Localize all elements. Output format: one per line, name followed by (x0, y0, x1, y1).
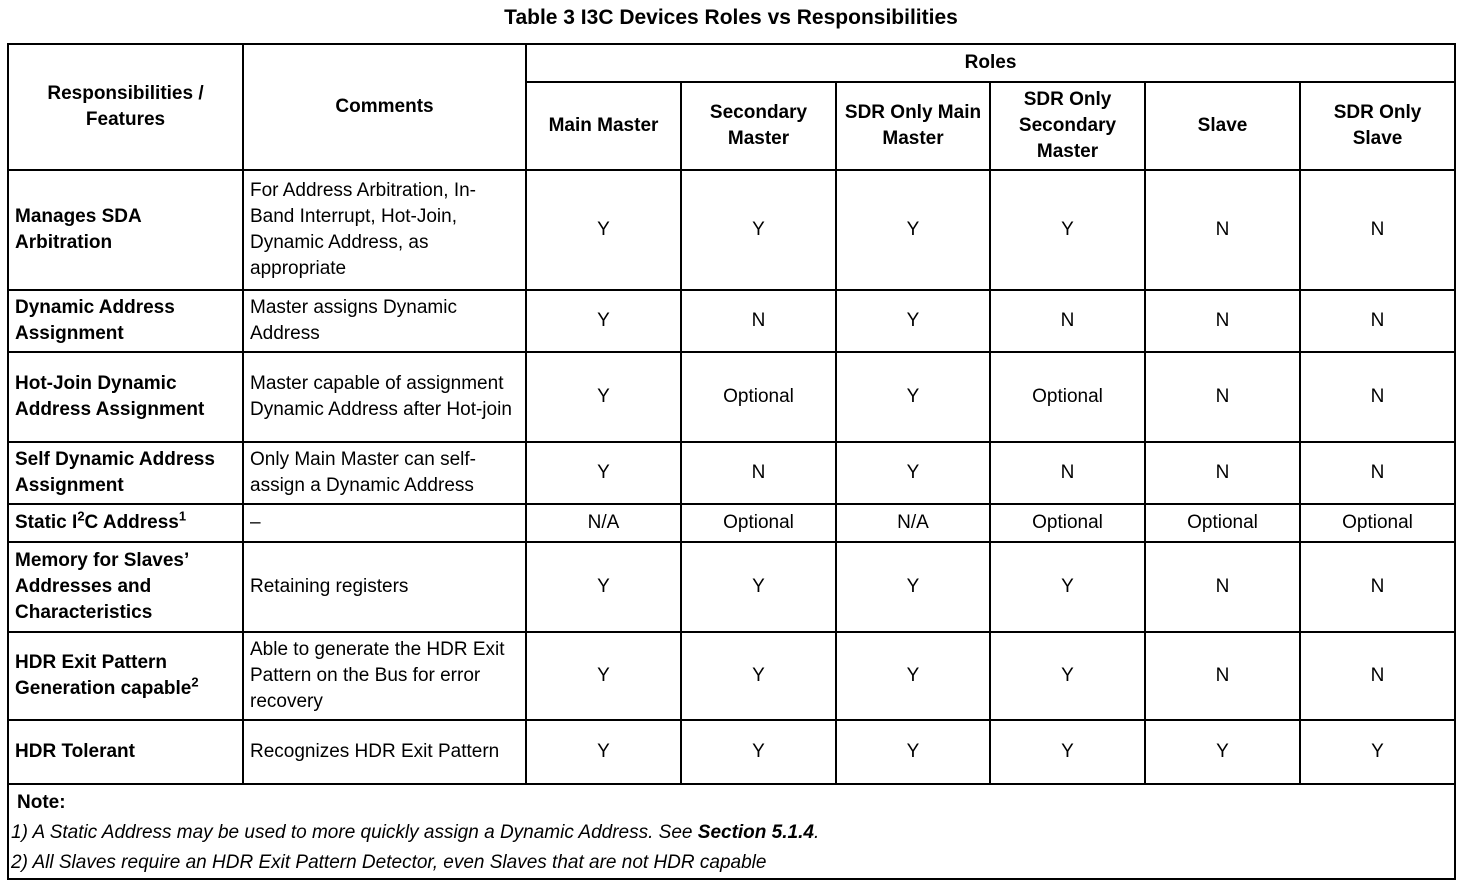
feature-cell: Static $I^2C$ Address$^1$ (8, 504, 243, 542)
header-role: Slave (1145, 82, 1300, 170)
value-cell: Y (836, 632, 990, 720)
comment-cell: Able to generate the HDR Exit Pattern on the Bus for error recovery (243, 632, 526, 720)
feature-cell: Dynamic Address Assignment (8, 290, 243, 352)
comment-cell: Retaining registers (243, 542, 526, 632)
value-cell: Y (681, 632, 836, 720)
table-row (8, 632, 1455, 720)
table-row (8, 504, 1455, 542)
table-row (8, 170, 1455, 290)
value-cell: Y (1300, 720, 1455, 784)
value-cell: N (681, 442, 836, 504)
header-features: Responsibilities / Features (8, 44, 243, 170)
value-cell: Y (681, 170, 836, 290)
value-cell: Y (526, 632, 681, 720)
value-cell: N (1145, 170, 1300, 290)
value-cell: Y (526, 352, 681, 442)
table-caption: Table 3 I3C Devices Roles vs Responsibilities (504, 6, 958, 29)
value-cell: Optional (1300, 504, 1455, 542)
header-role: SDR Only Main Master (836, 82, 990, 170)
feature-cell: HDR Tolerant (8, 720, 243, 784)
value-cell: Y (1145, 720, 1300, 784)
value-cell: Y (990, 170, 1145, 290)
comment-cell: Recognizes HDR Exit Pattern (243, 720, 526, 784)
feature-cell: Memory for Slaves’ Addresses and Characteristics (8, 542, 243, 632)
value-cell: Y (836, 542, 990, 632)
value-cell: N (1145, 290, 1300, 352)
value-cell: Optional (990, 504, 1145, 542)
value-cell: Y (990, 632, 1145, 720)
comment-cell: – (243, 504, 526, 542)
comment-cell: Only Main Master can self-assign a Dynamic Address (243, 442, 526, 504)
header-role: Main Master (526, 82, 681, 170)
header-comments: Comments (243, 44, 526, 170)
value-cell: Y (836, 442, 990, 504)
header-role: SDR Only Slave (1300, 82, 1455, 170)
value-cell: Y (836, 290, 990, 352)
note-1: 1) A Static Address may be used to more quickly assign a Dynamic Address. See Section 5.1.4. (11, 822, 820, 843)
value-cell: Y (681, 542, 836, 632)
value-cell: Y (990, 542, 1145, 632)
header-role: SDR Only Secondary Master (990, 82, 1145, 170)
value-cell: Optional (681, 352, 836, 442)
value-cell: Y (526, 442, 681, 504)
roles-table (7, 43, 1456, 880)
header-row-1 (8, 44, 1455, 82)
value-cell: Y (681, 720, 836, 784)
note-title: Note: (17, 792, 66, 813)
notes-cell (8, 784, 1455, 879)
note-2: 2) All Slaves require an HDR Exit Pattern Detector, even Slaves that are not HDR capable (11, 852, 767, 873)
comment-cell: For Address Arbitration, In-Band Interrupt, Hot-Join, Dynamic Address, as appropriate (243, 170, 526, 290)
table-row (8, 442, 1455, 504)
value-cell: Optional (1145, 504, 1300, 542)
value-cell: N (1145, 352, 1300, 442)
feature-cell: Manages SDA Arbitration (8, 170, 243, 290)
value-cell: Y (526, 720, 681, 784)
value-cell: N (990, 290, 1145, 352)
value-cell: N (1300, 632, 1455, 720)
value-cell: N (1300, 290, 1455, 352)
value-cell: Y (526, 542, 681, 632)
value-cell: Y (836, 352, 990, 442)
value-cell: N (1145, 542, 1300, 632)
value-cell: N (1145, 442, 1300, 504)
notes-row (8, 784, 1455, 879)
value-cell: N (990, 442, 1145, 504)
table-row (8, 290, 1455, 352)
value-cell: Optional (990, 352, 1145, 442)
value-cell: Y (836, 720, 990, 784)
feature-cell: Self Dynamic Address Assignment (8, 442, 243, 504)
value-cell: Y (990, 720, 1145, 784)
feature-cell: HDR Exit Pattern Generation capable$^2$ (8, 632, 243, 720)
value-cell: N/A (526, 504, 681, 542)
table-row (8, 720, 1455, 784)
value-cell: N (1300, 352, 1455, 442)
value-cell: Optional (681, 504, 836, 542)
table-row (8, 352, 1455, 442)
value-cell: Y (526, 170, 681, 290)
header-role: Secondary Master (681, 82, 836, 170)
feature-cell: Hot-Join Dynamic Address Assignment (8, 352, 243, 442)
value-cell: N (1300, 170, 1455, 290)
value-cell: N (1145, 632, 1300, 720)
comment-cell: Master capable of assignment Dynamic Address after Hot-join (243, 352, 526, 442)
value-cell: Y (836, 170, 990, 290)
value-cell: N (681, 290, 836, 352)
value-cell: N/A (836, 504, 990, 542)
value-cell: N (1300, 542, 1455, 632)
header-roles: Roles (526, 44, 1455, 82)
value-cell: Y (526, 290, 681, 352)
value-cell: N (1300, 442, 1455, 504)
table-row (8, 542, 1455, 632)
comment-cell: Master assigns Dynamic Address (243, 290, 526, 352)
